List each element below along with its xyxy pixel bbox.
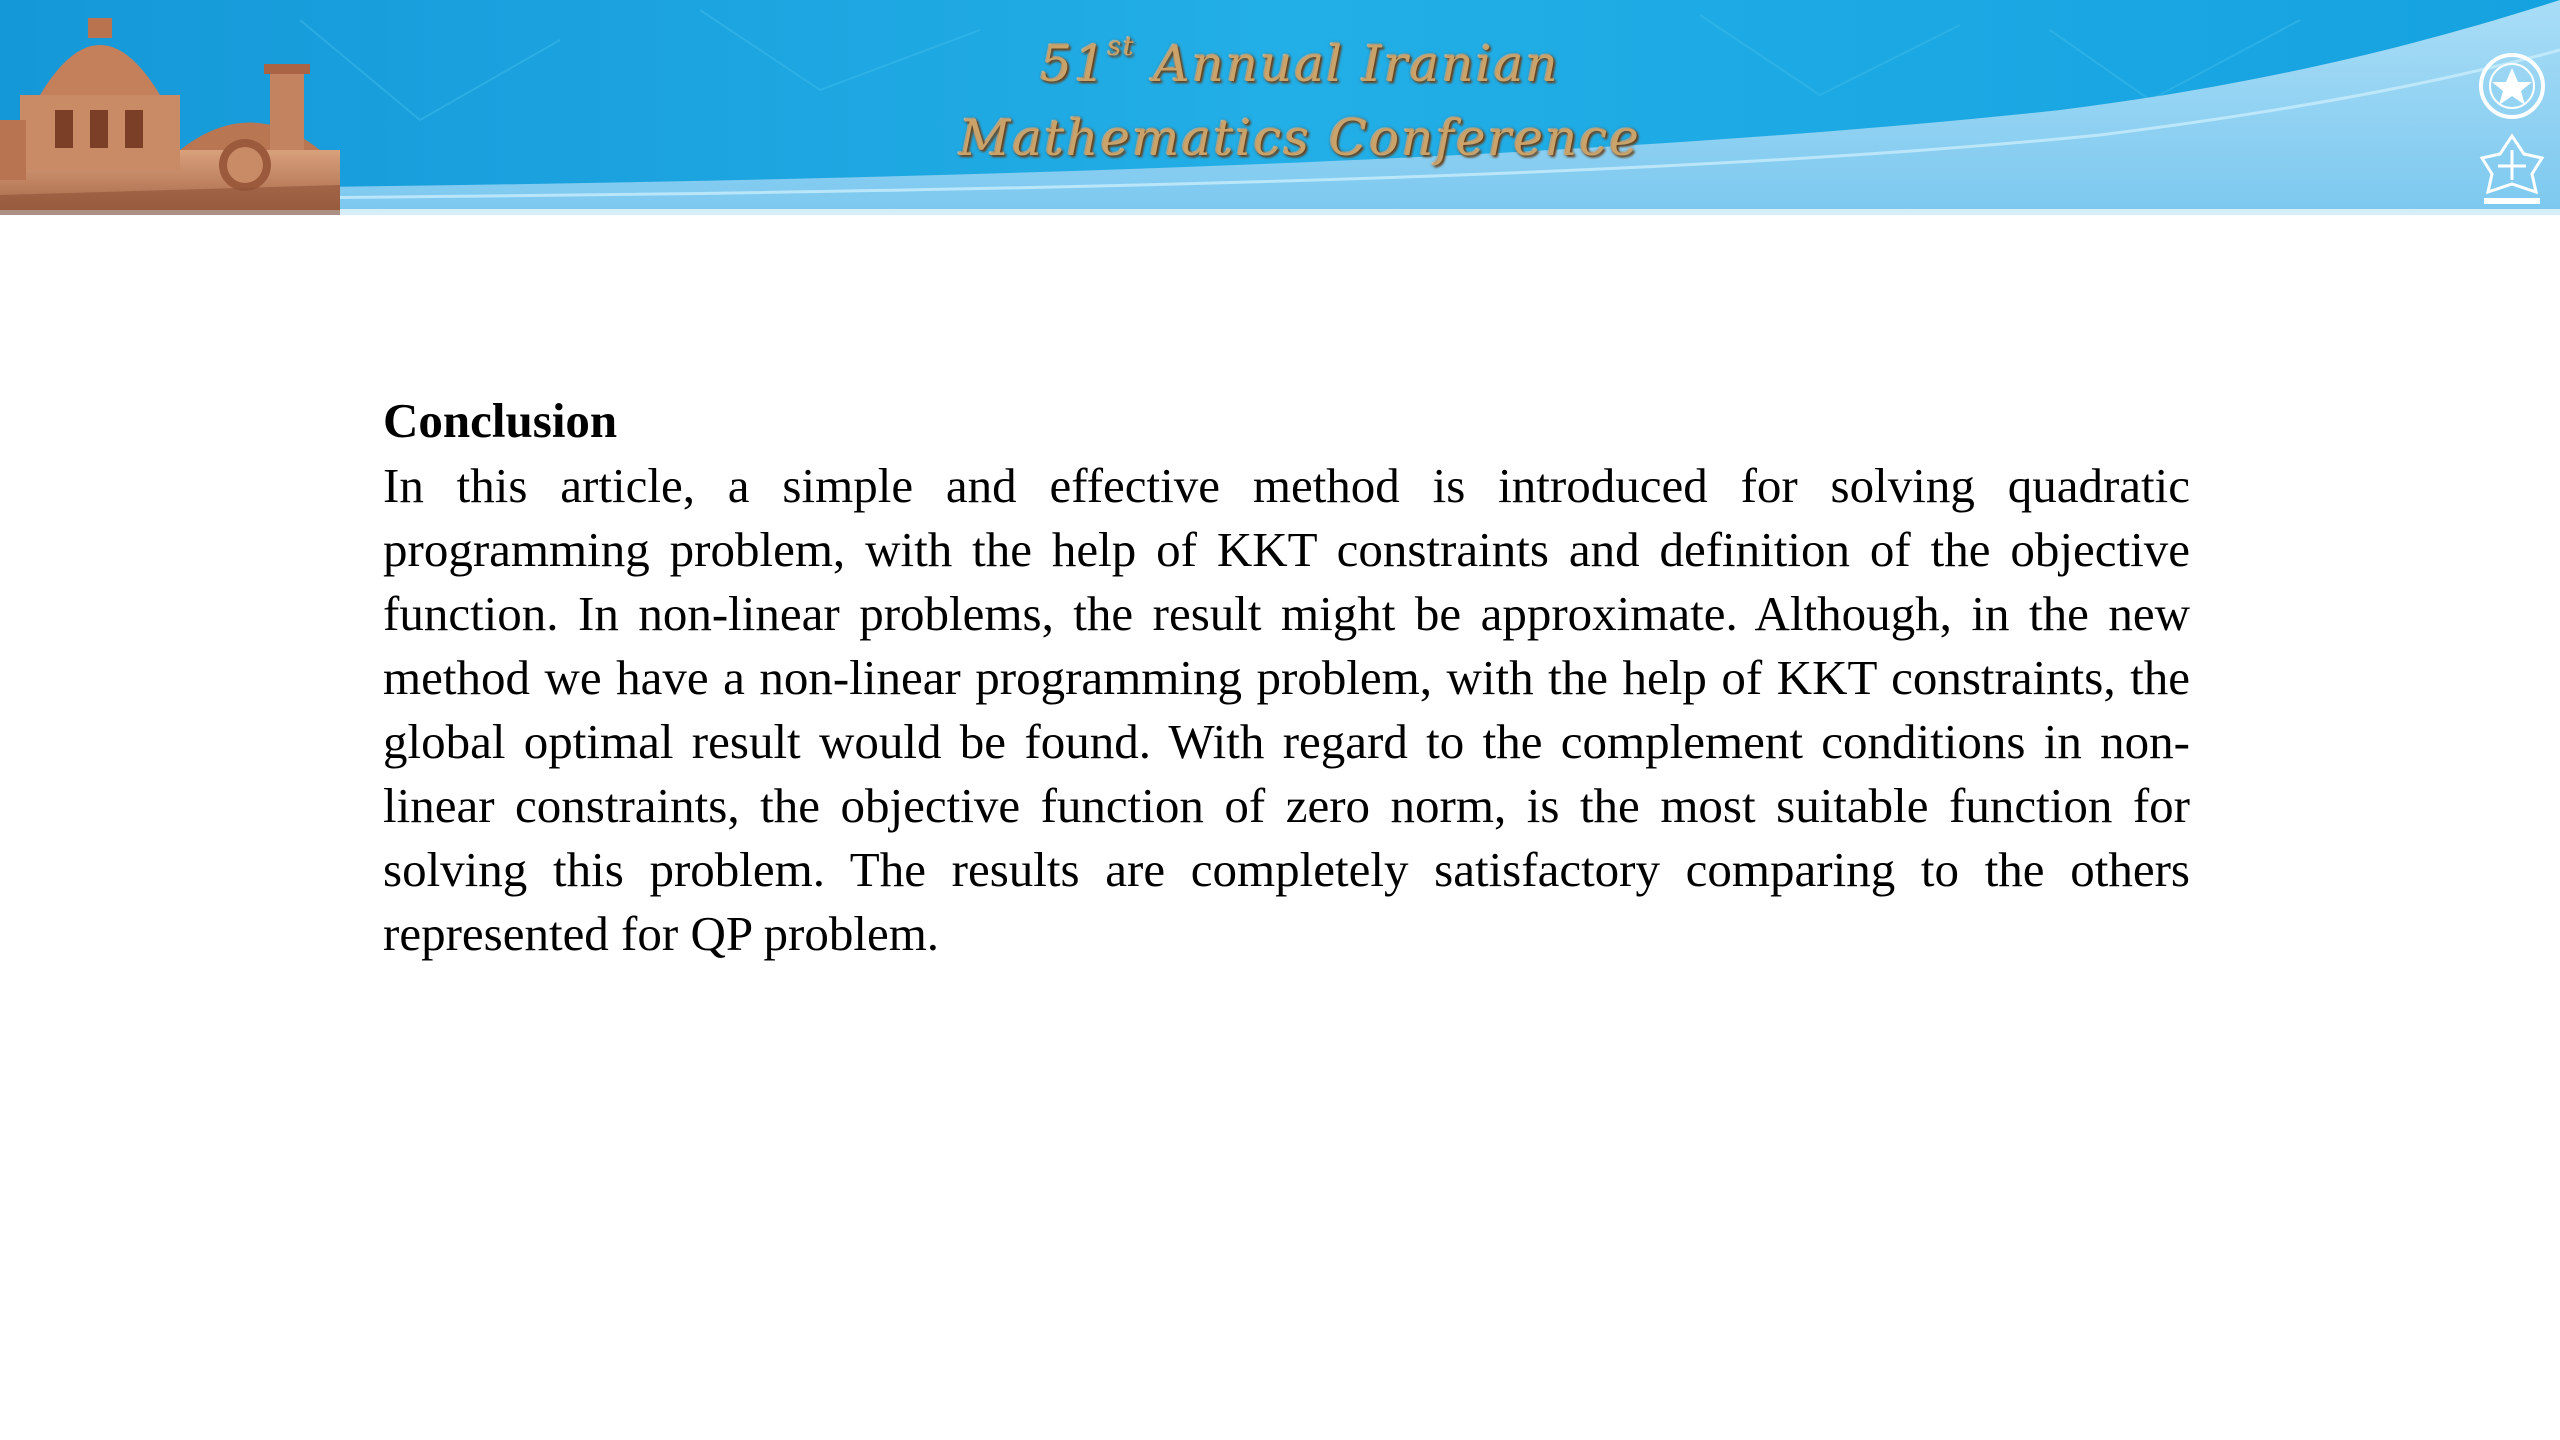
section-heading: Conclusion [383,393,618,448]
conference-seal-logo [2478,52,2546,120]
university-emblem-logo [2478,132,2546,208]
conference-ordinal: st [1107,32,1136,62]
conference-title-text1: Annual Iranian [1153,35,1560,93]
conference-banner [0,0,2560,215]
conference-number: 51 [1040,35,1108,93]
conclusion-paragraph: In this article, a simple and effective method is introduced for solving quadratic programming problem, with the help of KKT constraints and definition of the objective function. In non-linear problems, the result might be approximate. Although, in the new method we have a non-linear programming problem, with the help of KKT constraints, the global optimal result would be found. With regard to the complement conditions in non-linear constraints, the objective function of zero norm, is the most suitable function for solving this problem. The results are completely satisfactory comparing to the others represented for QP problem. [383,458,2190,961]
conference-title-line2: Mathematics Conference [959,109,1641,167]
conclusion-section [383,388,2190,966]
conference-title-line1 [940,8,1660,103]
conference-title [940,8,1660,173]
